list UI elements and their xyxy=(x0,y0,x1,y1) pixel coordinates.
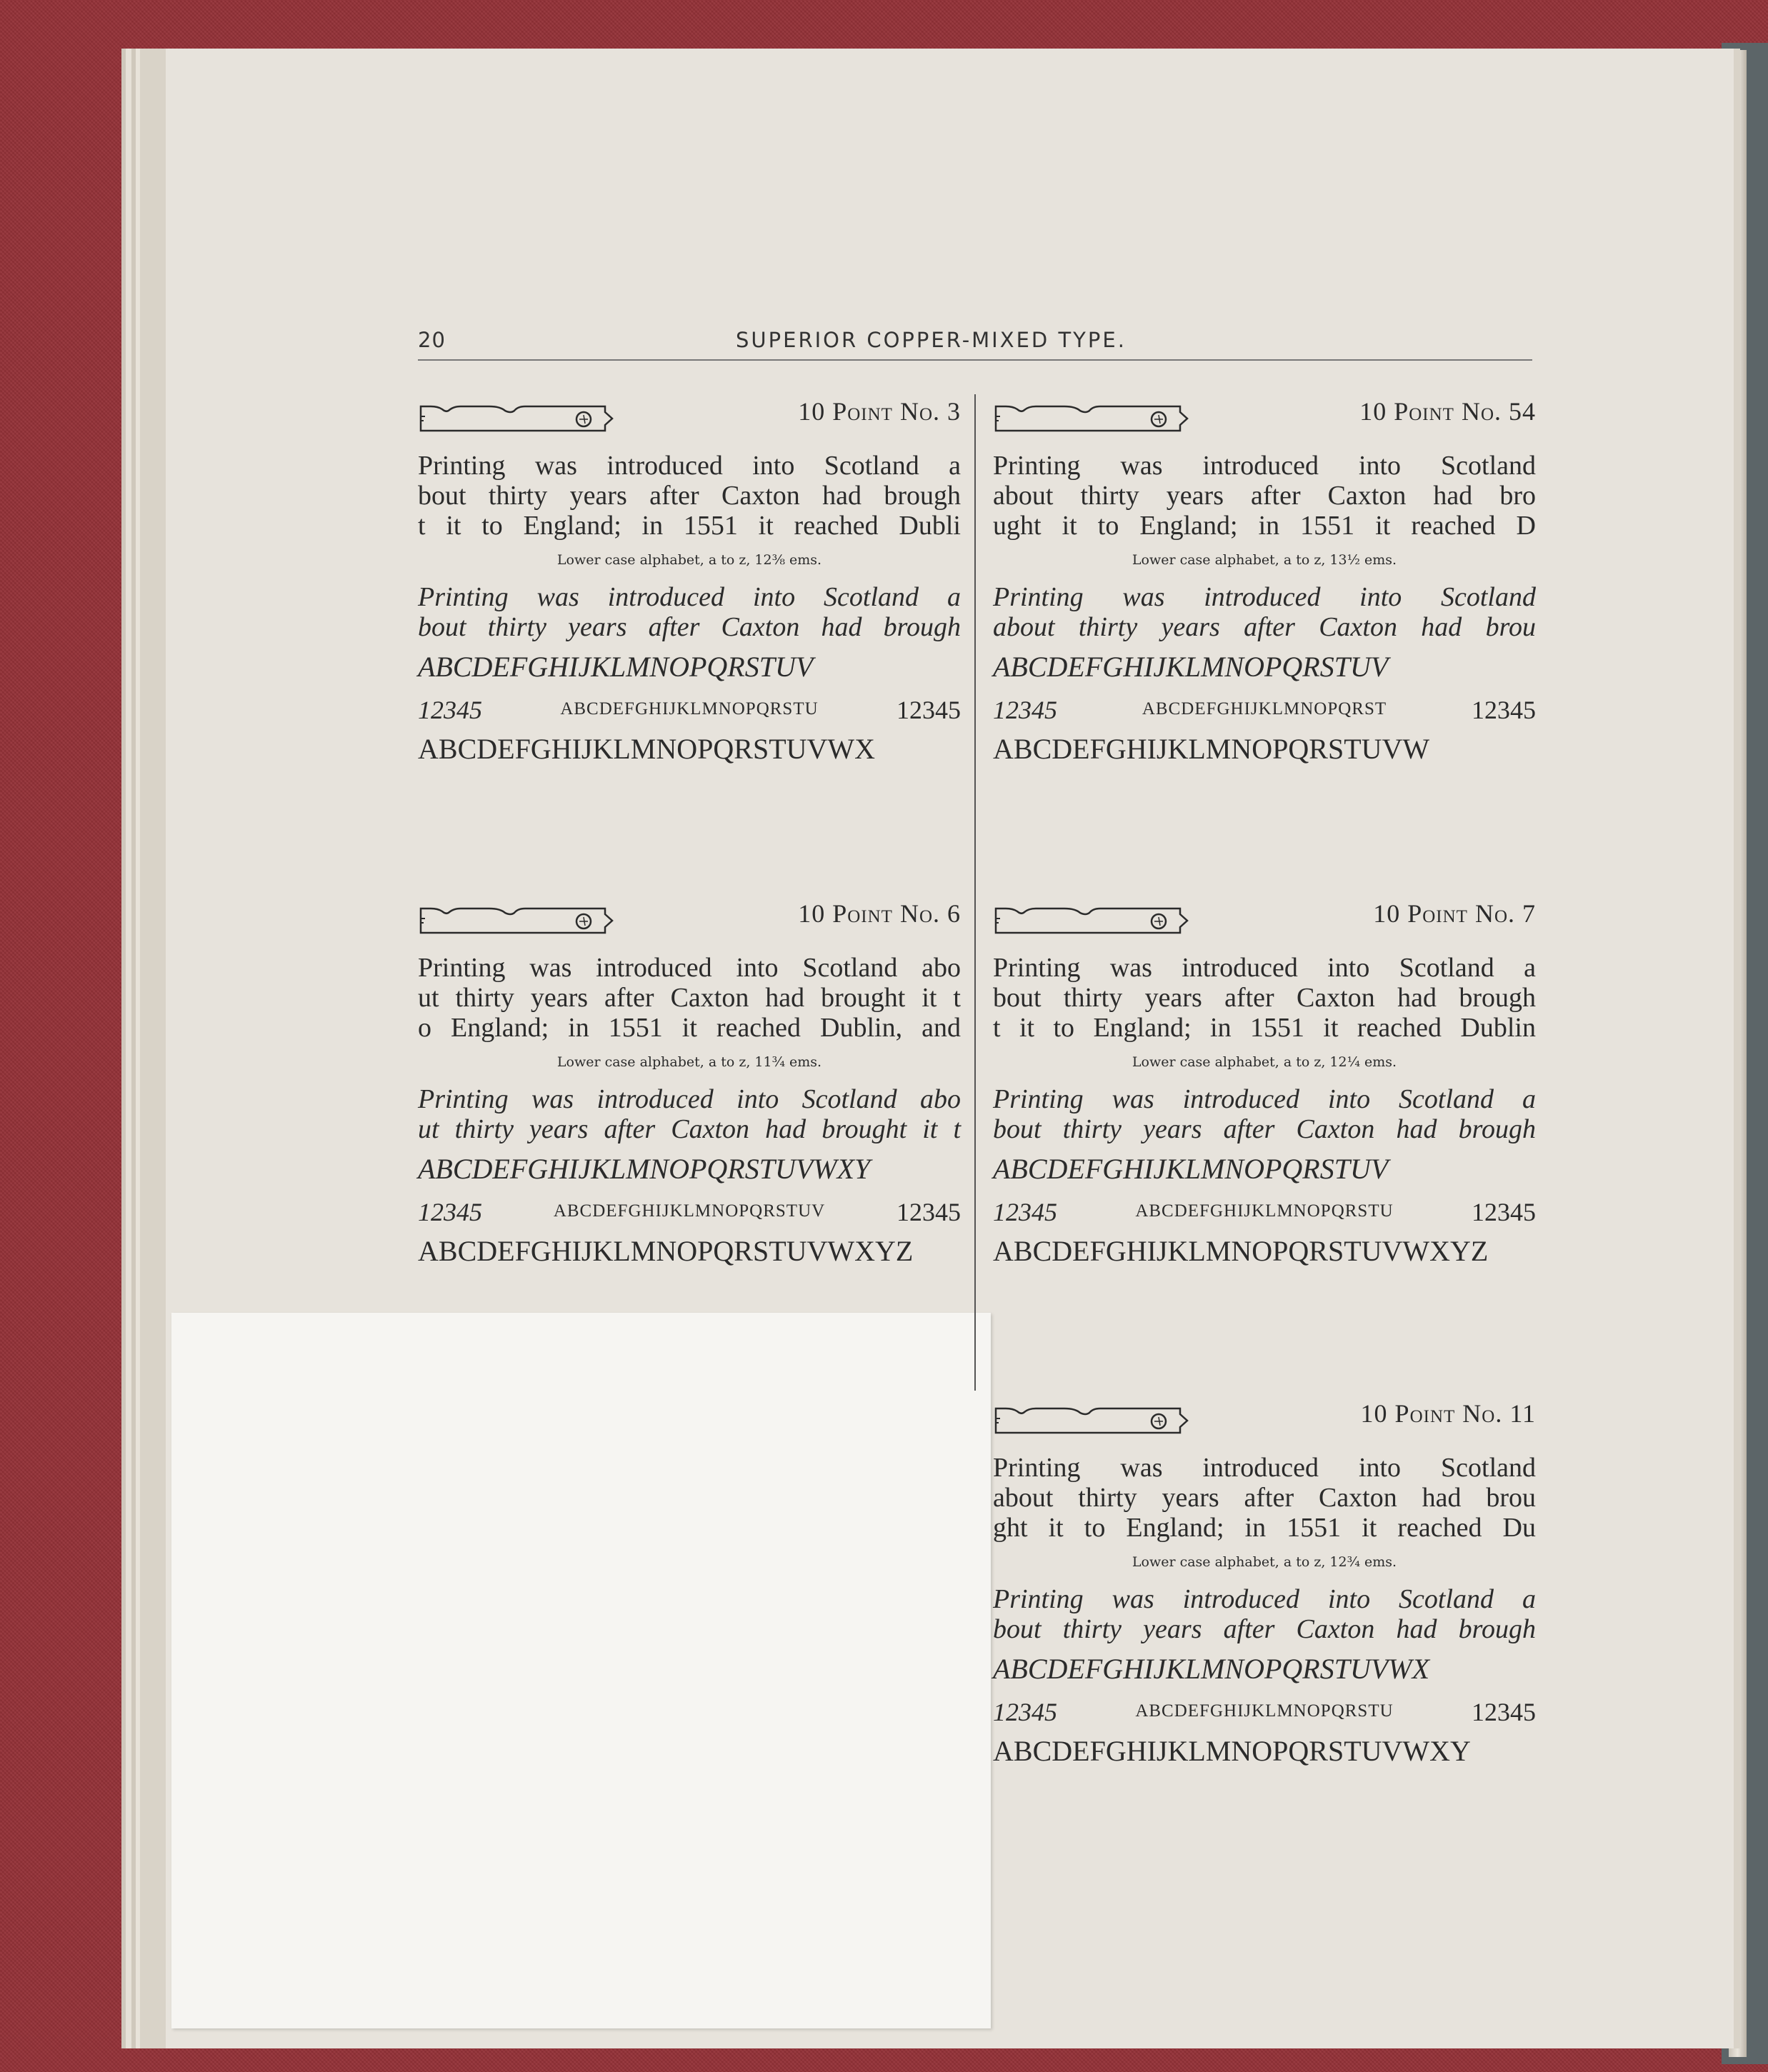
type-sort-icon xyxy=(993,903,1193,939)
sample-line: bout thirty years after Caxton had brough xyxy=(418,481,961,511)
ems-note: Lower case alphabet, a to z, 12⅜ ems. xyxy=(556,552,822,568)
column-rule xyxy=(974,394,976,1391)
specimen-10pt-no6 xyxy=(418,899,961,1298)
italic-figures: 12345 xyxy=(993,1698,1057,1726)
italic-capitals: ABCDEFGHIJKLMNOPQRSTUV xyxy=(418,651,814,683)
italic-capitals: ABCDEFGHIJKLMNOPQRSTUV xyxy=(993,651,1389,683)
sample-line: t it to England; in 1551 it reached Dublin xyxy=(993,1013,1536,1043)
italic-sample xyxy=(993,582,1536,642)
figures-row xyxy=(418,695,961,726)
figures-row xyxy=(993,1197,1536,1228)
small-capitals: ABCDEFGHIJKLMNOPQRST xyxy=(1142,699,1387,719)
italic-sample xyxy=(418,582,961,642)
roman-figures: 12345 xyxy=(1472,1698,1536,1726)
specimen-10pt-no7 xyxy=(993,899,1536,1298)
sample-line: o England; in 1551 it reached Dublin, and xyxy=(418,1013,961,1043)
italic-capitals: ABCDEFGHIJKLMNOPQRSTUVWX xyxy=(993,1653,1430,1685)
roman-sample xyxy=(418,451,961,541)
italic-line: Printing was introduced into Scotland abo xyxy=(418,1084,961,1114)
italic-line: Printing was introduced into Scotland xyxy=(993,582,1536,612)
point-label: 10 Point No. 6 xyxy=(798,899,961,928)
roman-capitals: ABCDEFGHIJKLMNOPQRSTUVWX xyxy=(418,733,876,765)
roman-sample xyxy=(993,451,1536,541)
sample-line: about thirty years after Caxton had brou xyxy=(993,1483,1536,1513)
small-capitals: ABCDEFGHIJKLMNOPQRSTU xyxy=(1135,1701,1394,1721)
italic-capitals: ABCDEFGHIJKLMNOPQRSTUVWXY xyxy=(418,1153,871,1185)
italic-sample xyxy=(993,1584,1536,1644)
small-capitals: ABCDEFGHIJKLMNOPQRSTU xyxy=(560,699,819,719)
sample-line: about thirty years after Caxton had bro xyxy=(993,481,1536,511)
type-sort-icon xyxy=(993,401,1193,436)
roman-sample xyxy=(418,953,961,1043)
italic-figures: 12345 xyxy=(418,1198,482,1226)
specimen-10pt-no54 xyxy=(993,396,1536,796)
sample-line: Printing was introduced into Scotland xyxy=(993,1453,1536,1483)
italic-line: Printing was introduced into Scotland a xyxy=(993,1584,1536,1614)
page-number: 20 xyxy=(418,328,446,352)
roman-capitals: ABCDEFGHIJKLMNOPQRSTUVW xyxy=(993,733,1430,765)
italic-figures: 12345 xyxy=(993,696,1057,724)
point-label: 10 Point No. 7 xyxy=(1373,899,1536,928)
italic-capitals: ABCDEFGHIJKLMNOPQRSTUV xyxy=(993,1153,1389,1185)
roman-figures: 12345 xyxy=(1472,1198,1536,1226)
small-capitals: ABCDEFGHIJKLMNOPQRSTU xyxy=(1135,1201,1394,1221)
roman-capitals: ABCDEFGHIJKLMNOPQRSTUVWXYZ xyxy=(418,1235,914,1267)
sample-line: bout thirty years after Caxton had brough xyxy=(993,983,1536,1013)
specimen-10pt-no11 xyxy=(993,1398,1536,1798)
specimen-10pt-no3 xyxy=(418,396,961,796)
roman-figures: 12345 xyxy=(897,1198,961,1226)
sample-line: t it to England; in 1551 it reached Dubli xyxy=(418,511,961,541)
italic-figures: 12345 xyxy=(993,1198,1057,1226)
running-head xyxy=(418,325,1532,361)
italic-line: about thirty years after Caxton had brou xyxy=(993,612,1536,642)
sample-line: Printing was introduced into Scotland abo xyxy=(418,953,961,983)
sample-line: ught it to England; in 1551 it reached D xyxy=(993,511,1536,541)
small-capitals: ABCDEFGHIJKLMNOPQRSTUV xyxy=(553,1201,826,1221)
sample-line: ght it to England; in 1551 it reached Du xyxy=(993,1513,1536,1543)
roman-figures: 12345 xyxy=(897,696,961,724)
italic-line: bout thirty years after Caxton had brough xyxy=(418,612,961,642)
point-label: 10 Point No. 11 xyxy=(1360,1399,1536,1428)
ems-note: Lower case alphabet, a to z, 13½ ems. xyxy=(1132,552,1397,568)
italic-line: Printing was introduced into Scotland a xyxy=(993,1084,1536,1114)
roman-sample xyxy=(993,953,1536,1043)
type-sort-icon xyxy=(418,401,618,436)
roman-capitals: ABCDEFGHIJKLMNOPQRSTUVWXYZ xyxy=(993,1235,1489,1267)
italic-figures: 12345 xyxy=(418,696,482,724)
sample-line: Printing was introduced into Scotland xyxy=(993,451,1536,481)
running-title: SUPERIOR COPPER-MIXED TYPE. xyxy=(736,328,1127,352)
point-label: 10 Point No. 54 xyxy=(1359,397,1536,426)
italic-sample xyxy=(418,1084,961,1144)
italic-line: Printing was introduced into Scotland a xyxy=(418,582,961,612)
italic-line: bout thirty years after Caxton had brough xyxy=(993,1114,1536,1144)
sample-line: ut thirty years after Caxton had brought it t xyxy=(418,983,961,1013)
roman-figures: 12345 xyxy=(1472,696,1536,724)
roman-capitals: ABCDEFGHIJKLMNOPQRSTUVWXY xyxy=(993,1735,1471,1767)
head-rule xyxy=(418,359,1532,361)
figures-row xyxy=(993,695,1536,726)
roman-sample xyxy=(993,1453,1536,1543)
italic-line: bout thirty years after Caxton had brough xyxy=(993,1614,1536,1644)
figures-row xyxy=(418,1197,961,1228)
sample-line: Printing was introduced into Scotland a xyxy=(993,953,1536,983)
type-sort-icon xyxy=(993,1403,1193,1438)
type-sort-icon xyxy=(418,903,618,939)
italic-sample xyxy=(993,1084,1536,1144)
ems-note: Lower case alphabet, a to z, 12¾ ems. xyxy=(1132,1554,1397,1570)
point-label: 10 Point No. 3 xyxy=(798,397,961,426)
ems-note: Lower case alphabet, a to z, 11¾ ems. xyxy=(556,1054,822,1070)
italic-line: ut thirty years after Caxton had brought it t xyxy=(418,1114,961,1144)
blank-tipped-sheet xyxy=(171,1313,991,2028)
ems-note: Lower case alphabet, a to z, 12¼ ems. xyxy=(1132,1054,1397,1070)
figures-row xyxy=(993,1697,1536,1728)
sample-line: Printing was introduced into Scotland a xyxy=(418,451,961,481)
